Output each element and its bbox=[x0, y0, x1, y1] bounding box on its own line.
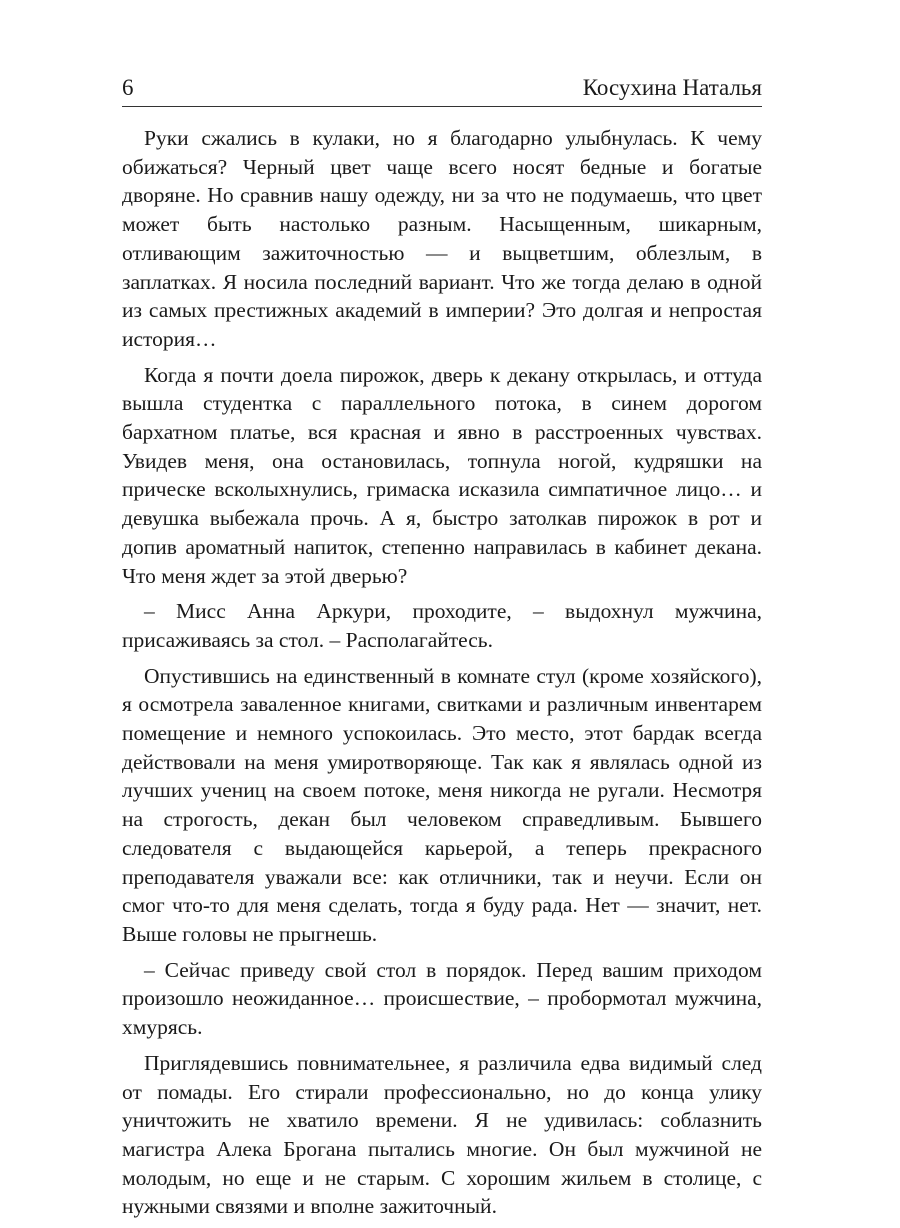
page-number: 6 bbox=[122, 75, 134, 100]
paragraph: Когда я почти доела пирожок, дверь к декану открылась, и оттуда вышла студентка с параллельного потока, в синем дорогом бархатном платье, вся красная и явно в расстроенных чувствах. Увидев меня, она остановилась, топнула ногой, кудряшки на прическе всколыхнулись, гримаска исказила симпатичное лицо… и девушка выбежала прочь. А я, быстро затолкав пирожок в рот и допив ароматный напиток, степенно направилась в кабинет декана. Что меня ждет за этой дверью? bbox=[122, 362, 762, 588]
author-name: Косухина Наталья bbox=[582, 75, 762, 100]
header-rule bbox=[122, 106, 762, 107]
paragraph: Руки сжались в кулаки, но я благодарно улыбнулась. К чему обижаться? Черный цвет чаще всего носят бедные и богатые дворяне. Но сравнив нашу одежду, ни за что не подумаешь, что цвет может быть настолько разным. Насыщенным, шикарным, отливающим зажиточностью — и выцветшим, облезлым, в заплатках. Я носила последний вариант. Что же тогда делаю в одной из самых престижных академий в империи? Это долгая и непростая история… bbox=[122, 126, 762, 351]
body-text bbox=[122, 124, 762, 1228]
paragraph: Опустившись на единственный в комнате стул (кроме хозяйского), я осмотрела заваленное книгами, свитками и различным инвентарем помещение и немного успокоилась. Это место, этот бардак всегда действовали на меня умиротворяюще. Так как я являлась одной из лучших учениц на своем потоке, меня никогда не ругали. Несмотря на строгость, декан был человеком справедливым. Бывшего следователя с выдающейся карьерой, а теперь прекрасного преподавателя уважали все: как отличники, так и неучи. Если он смог что-то для меня сделать, тогда я буду рада. Нет — значит, нет. Выше головы не прыгнешь. bbox=[122, 663, 762, 946]
running-head bbox=[122, 66, 762, 102]
paragraph: – Сейчас приведу свой стол в порядок. Перед вашим приходом произошло неожиданное… происшествие, – пробормотал мужчина, хмурясь. bbox=[122, 957, 762, 1040]
paragraph: Приглядевшись повнимательнее, я различила едва видимый след от помады. Его стирали профессионально, но до конца улику уничтожить не хватило времени. Я не удивилась: соблазнить магистра Алека Брогана пытались многие. Он был мужчиной не молодым, но еще и не старым. С хорошим жильем в столице, с нужными связями и вполне зажиточный. bbox=[122, 1050, 762, 1219]
paragraph: – Мисс Анна Аркури, проходите, – выдохнул мужчина, присаживаясь за стол. – Располагайтесь. bbox=[122, 599, 762, 652]
